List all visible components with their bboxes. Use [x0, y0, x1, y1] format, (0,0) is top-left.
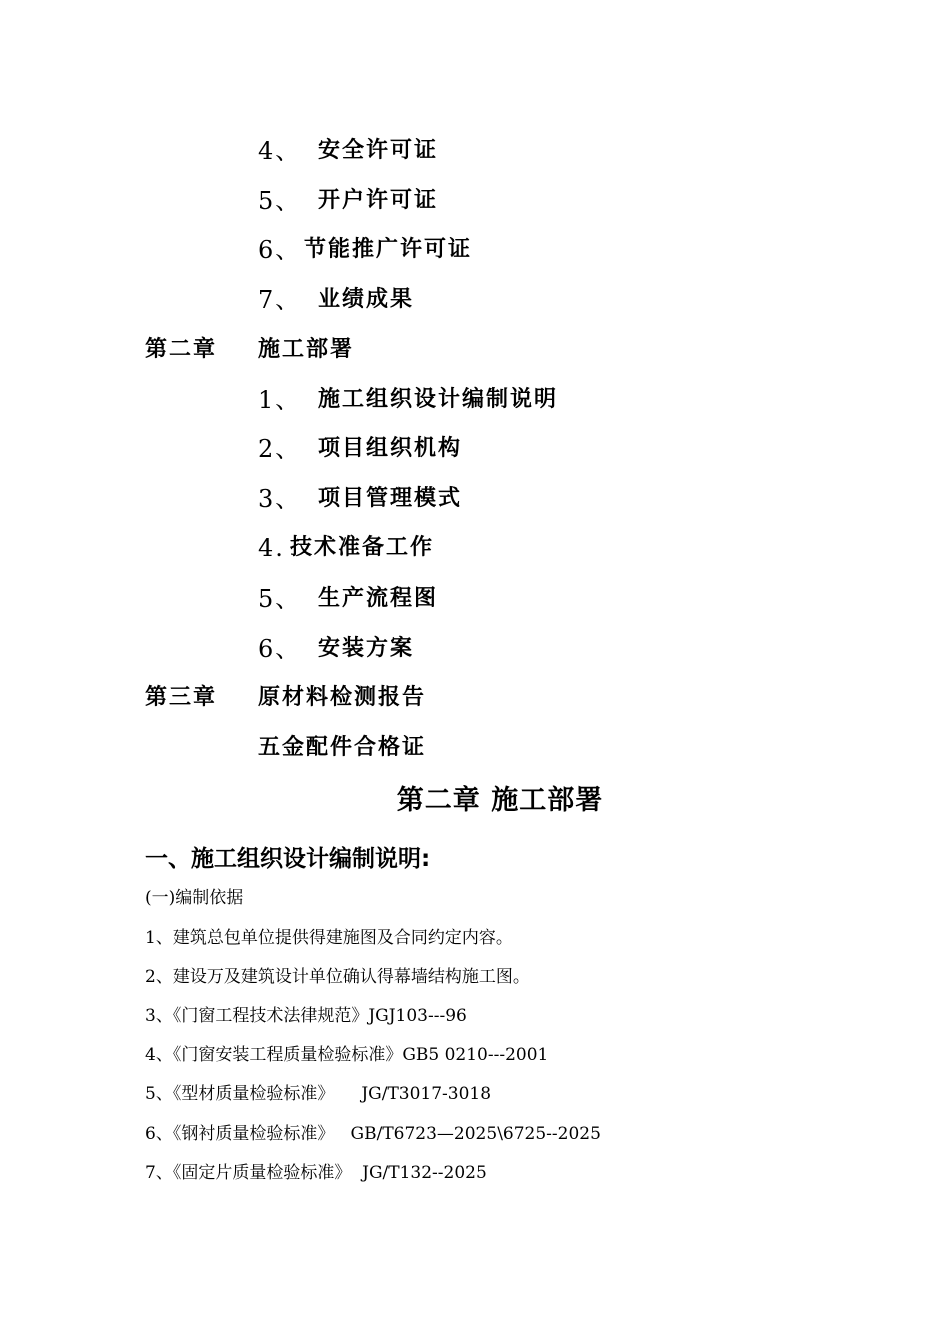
section-heading: 一、施工组织设计编制说明: [145, 846, 431, 872]
body-line: 7、《固定片质量检验标准》 JG/T132--2025 [145, 1163, 487, 1183]
toc-item-number: 7、 [258, 286, 302, 314]
toc-chapter-title: 原材料检测报告 [258, 685, 427, 710]
body-line: 5、《型材质量检验标准》 JG/T3017-3018 [145, 1084, 492, 1104]
toc-item-number: 5、 [258, 187, 302, 215]
toc-chapter-title: 施工部署 [258, 337, 355, 362]
toc-item-text: 开户许可证 [318, 188, 439, 213]
toc-item-number: 4. [258, 534, 285, 562]
toc-item-number: 5、 [258, 585, 302, 613]
toc-item-number: 2、 [258, 435, 302, 463]
toc-chapter-label: 第三章 [145, 685, 218, 710]
toc-item-text: 技术准备工作 [290, 535, 435, 560]
toc-item-text: 五金配件合格证 [258, 735, 427, 760]
body-line: 1、建筑总包单位提供得建施图及合同约定内容。 [145, 928, 513, 948]
body-line: (一)编制依据 [145, 888, 244, 908]
toc-item-text: 生产流程图 [318, 586, 439, 611]
toc-item-text: 业绩成果 [318, 287, 415, 312]
body-line: 4、《门窗安装工程质量检验标准》GB5 0210---2001 [145, 1045, 549, 1065]
toc-item-number: 1、 [258, 386, 302, 414]
chapter-heading: 第二章 施工部署 [396, 785, 604, 816]
toc-item-text: 项目管理模式 [318, 486, 463, 511]
toc-item-text: 安全许可证 [318, 138, 439, 163]
body-line: 3、《门窗工程技术法律规范》JGJ103---96 [145, 1006, 467, 1026]
toc-item-text: 安装方案 [318, 636, 415, 661]
toc-item-number: 4、 [258, 137, 302, 165]
body-line: 6、《钢衬质量检验标准》 GB/T6723—2025\6725--2025 [145, 1124, 601, 1144]
toc-item-text: 项目组织机构 [318, 436, 463, 461]
toc-chapter-label: 第二章 [145, 337, 218, 362]
body-line: 2、建设万及建筑设计单位确认得幕墙结构施工图。 [145, 967, 530, 987]
toc-item-text: 节能推广许可证 [304, 237, 473, 262]
toc-item-number: 6、 [258, 635, 302, 663]
toc-item-number: 6、 [258, 236, 302, 264]
toc-item-number: 3、 [258, 485, 302, 513]
toc-item-text: 施工组织设计编制说明 [318, 387, 559, 412]
